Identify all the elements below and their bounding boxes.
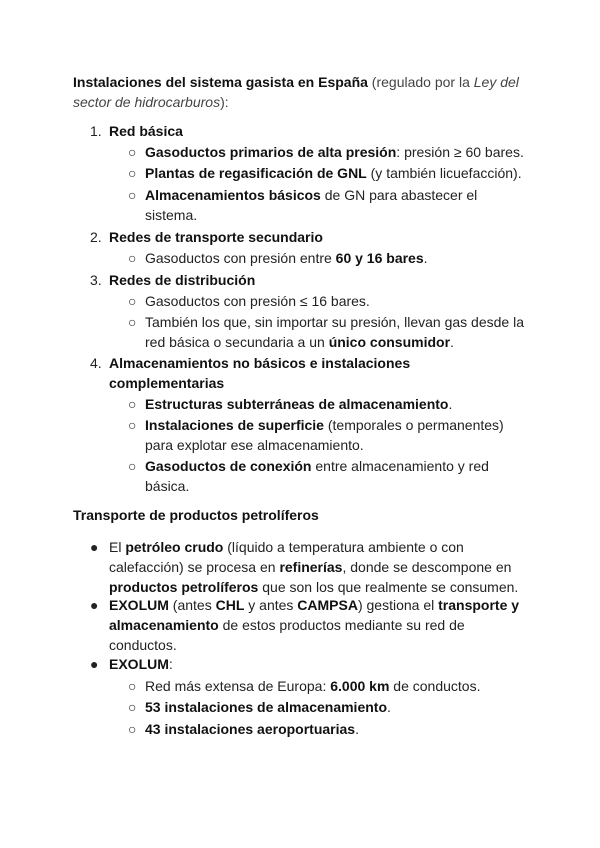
sub-item: ○ También los que, sin importar su presión, llevan gas desde la red básica o secundaria a un único consumidor. xyxy=(128,314,524,350)
circle-bullet-icon: ○ xyxy=(128,678,137,694)
list-number: 3. xyxy=(90,272,102,288)
list-item-label: Redes de distribución xyxy=(109,272,256,288)
sub-item: ○ Gasoductos primarios de alta presión: presión ≥ 60 bares. xyxy=(128,144,524,160)
bullet-item: ● EXOLUM (antes CHL y antes CAMPSA) gestiona el transporte y almacenamiento de estos productos mediante su red de conductos. xyxy=(90,597,520,653)
circle-bullet-icon: ○ xyxy=(128,396,137,412)
list-number: 1. xyxy=(90,123,102,139)
list-number: 2. xyxy=(90,229,102,245)
circle-bullet-icon: ○ xyxy=(128,293,137,309)
circle-bullet-icon: ○ xyxy=(128,187,137,203)
circle-bullet-icon: ○ xyxy=(128,458,137,474)
sub-item: ○ 43 instalaciones aeroportuarias. xyxy=(128,721,359,737)
bullet-item: ● EXOLUM: xyxy=(90,656,173,672)
bullet-dot-icon: ● xyxy=(90,539,99,555)
sub-item: ○ Almacenamientos básicos de GN para abastecer el sistema. xyxy=(128,187,478,223)
circle-bullet-icon: ○ xyxy=(128,417,137,433)
bullet-dot-icon: ● xyxy=(90,597,99,613)
list-item-almacenamientos-no-basicos: 4. Almacenamientos no básicos e instalaciones complementarias xyxy=(90,355,411,391)
sub-item: ○ 53 instalaciones de almacenamiento. xyxy=(128,699,391,715)
sub-item: ○ Estructuras subterráneas de almacenamiento. xyxy=(128,396,453,412)
section-title-petroliferos: Transporte de productos petrolíferos xyxy=(73,507,319,523)
circle-bullet-icon: ○ xyxy=(128,721,137,737)
sub-item: ○ Red más extensa de Europa: 6.000 km de conductos. xyxy=(128,678,481,694)
list-item-label: Red básica xyxy=(109,123,183,139)
bullet-dot-icon: ● xyxy=(90,656,99,672)
circle-bullet-icon: ○ xyxy=(128,699,137,715)
sub-item: ○ Gasoductos con presión entre 60 y 16 bares. xyxy=(128,250,428,266)
sub-item: ○ Gasoductos de conexión entre almacenamiento y red básica. xyxy=(128,458,489,494)
list-item-label: Redes de transporte secundario xyxy=(109,229,323,245)
circle-bullet-icon: ○ xyxy=(128,250,137,266)
circle-bullet-icon: ○ xyxy=(128,314,137,330)
section-title-gas: Instalaciones del sistema gasista en España (regulado por la Ley del sector de hidrocarburos): xyxy=(73,74,519,110)
bullet-item: ● El petróleo crudo (líquido a temperatura ambiente o con calefacción) se procesa en refinerías, donde se descompone en productos petrolíferos que son los que realmente se consumen. xyxy=(90,539,519,595)
sub-item: ○ Plantas de regasificación de GNL (y también licuefacción). xyxy=(128,165,522,181)
sub-item: ○ Instalaciones de superficie (temporales o permanentes) para explotar ese almacenamiento. xyxy=(128,417,504,453)
circle-bullet-icon: ○ xyxy=(128,165,137,181)
list-number: 4. xyxy=(90,355,102,371)
sub-item: ○ Gasoductos con presión ≤ 16 bares. xyxy=(128,293,370,309)
circle-bullet-icon: ○ xyxy=(128,144,137,160)
